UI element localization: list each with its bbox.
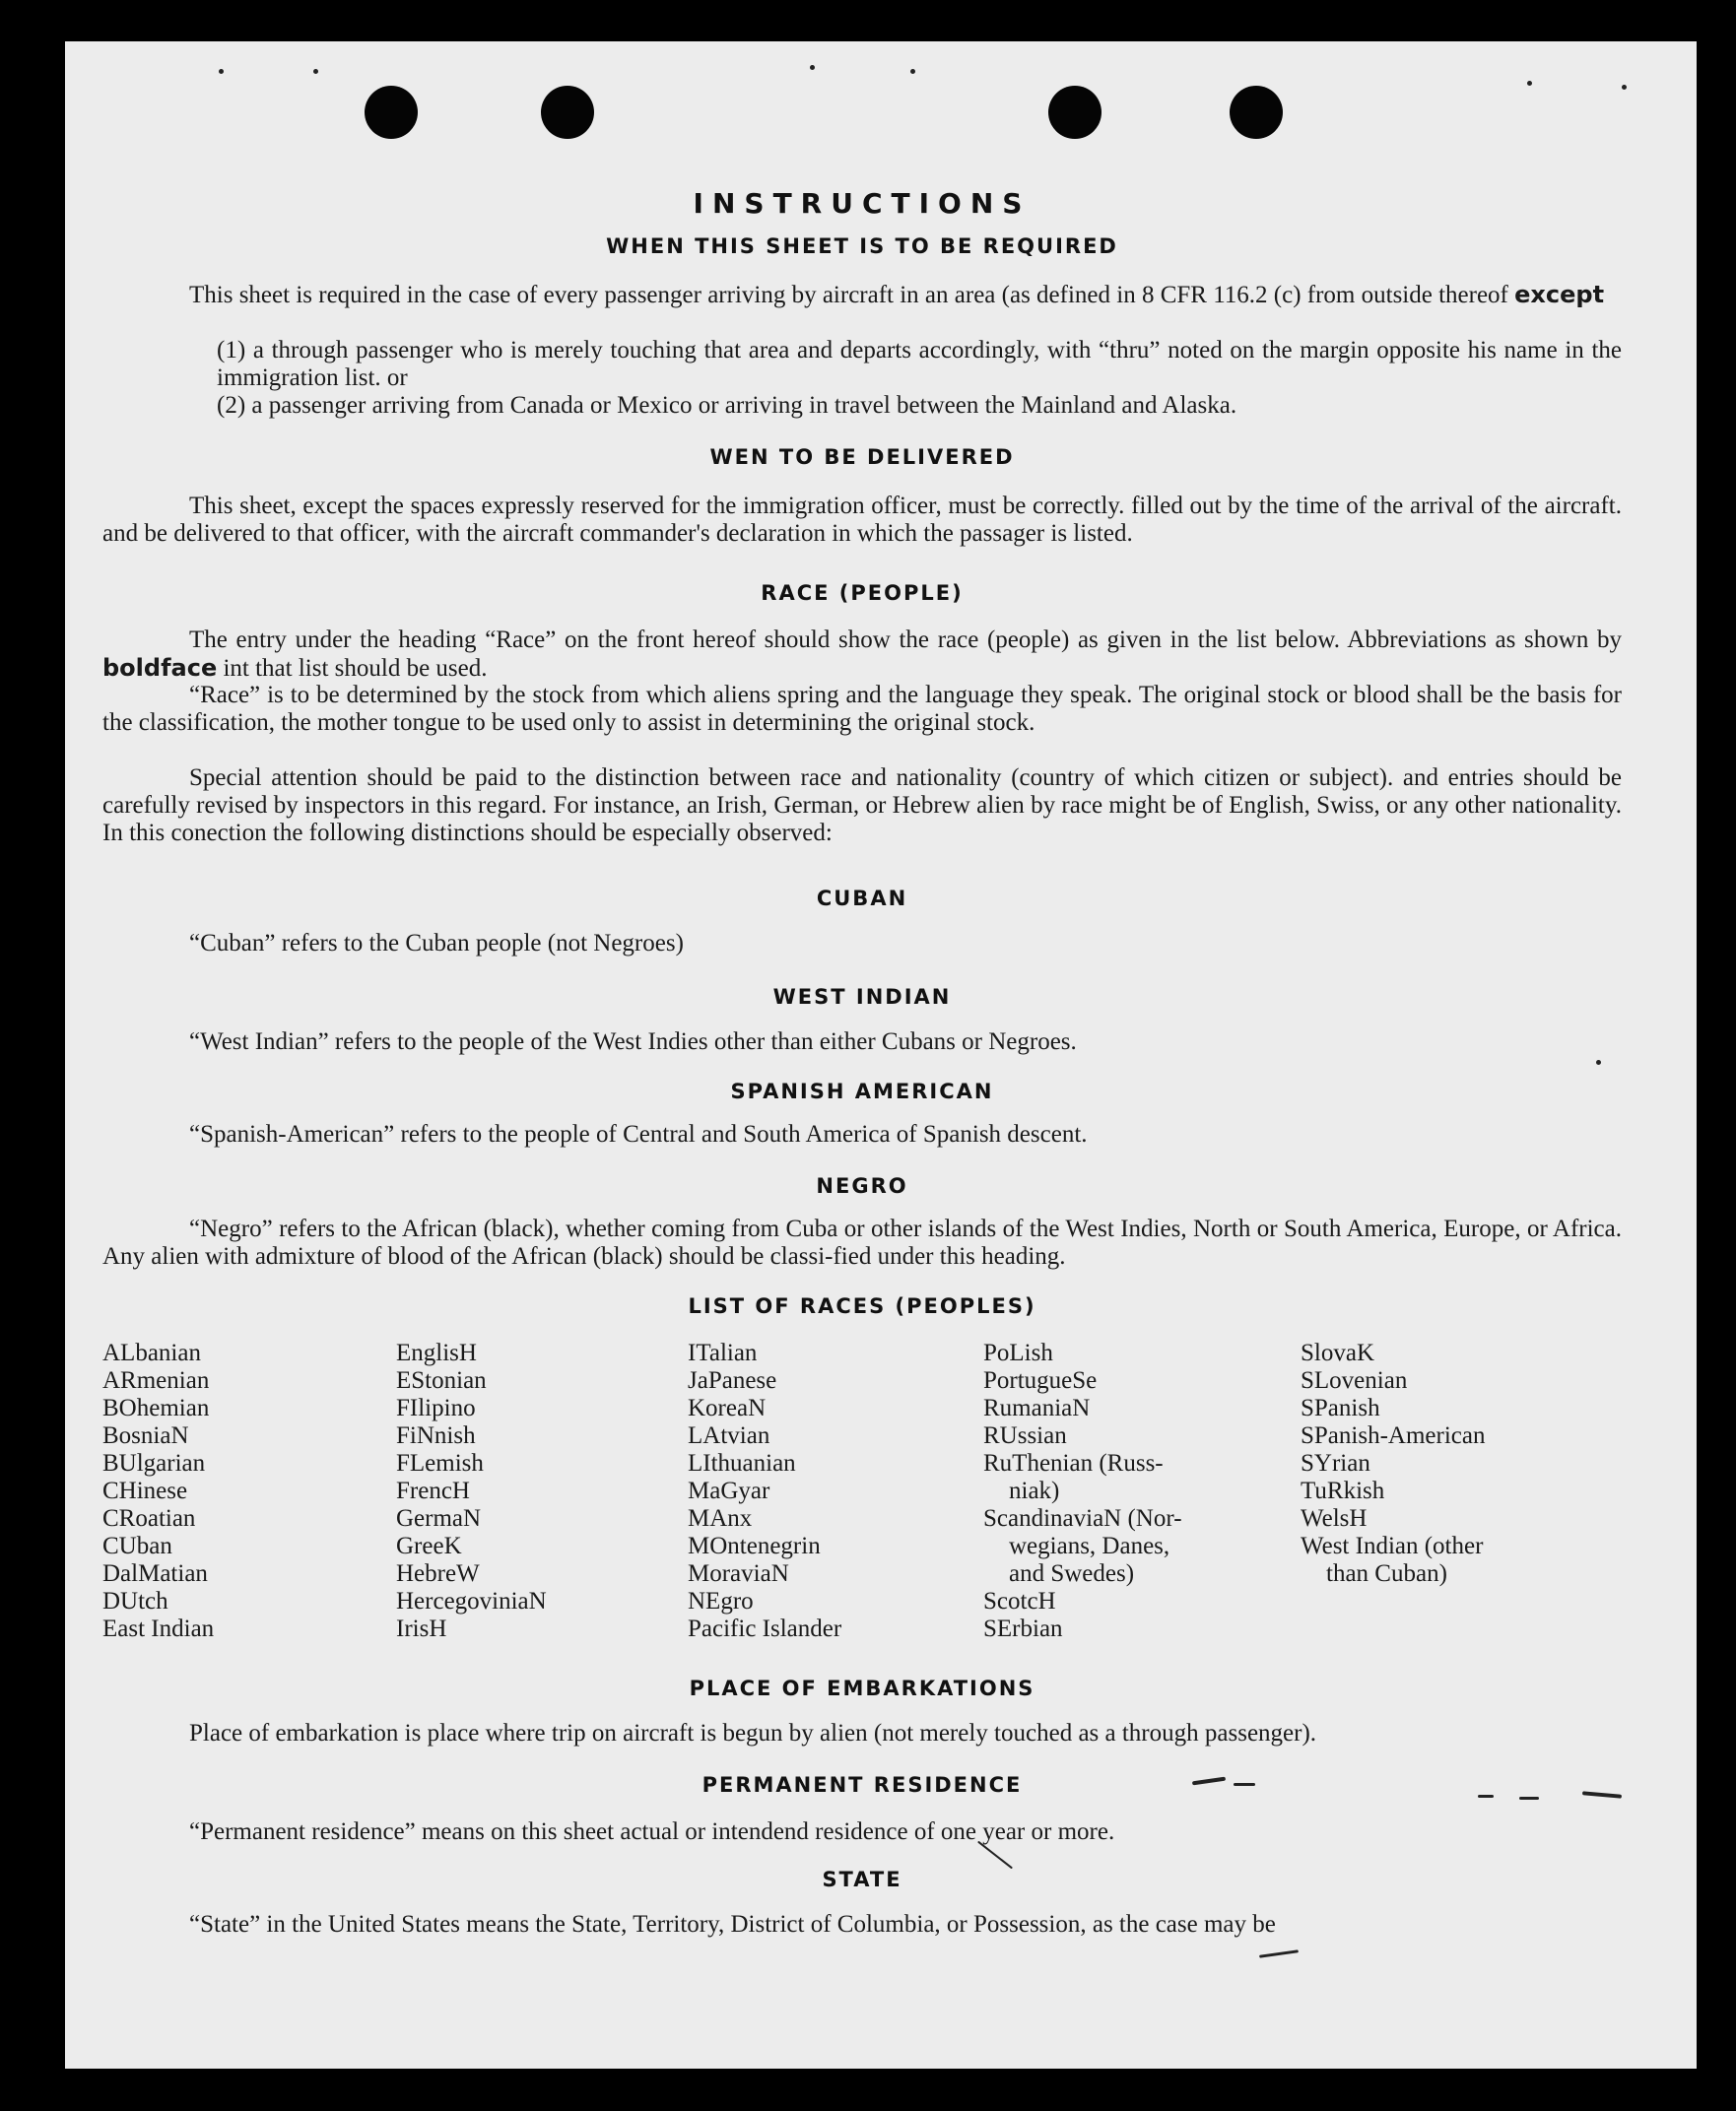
list-item: FiNnish — [396, 1422, 476, 1449]
list-item: LIthuanian — [688, 1450, 796, 1477]
list-item: BOhemian — [102, 1395, 210, 1421]
list-item: TuRkish — [1301, 1478, 1385, 1504]
permanent-residence-body: “Permanent residence” means on this sheet actual or intendend residence of one year or more. — [189, 1818, 1115, 1845]
race-list-column-3 — [688, 1340, 983, 1643]
list-item: RUssian — [983, 1422, 1067, 1449]
list-item: FIlipino — [396, 1395, 476, 1421]
exception-item-1 — [217, 337, 1622, 392]
west-indian-body: “West Indian” refers to the people of the West Indies other than either Cubans or Negroes. — [189, 1028, 1077, 1055]
list-item: Pacific Islander — [688, 1616, 842, 1642]
list-item: EnglisH — [396, 1340, 477, 1366]
exception-item-2 — [217, 392, 1622, 420]
list-item: FLemish — [396, 1450, 484, 1477]
heading-permanent-residence: PERMANENT RESIDENCE — [701, 1773, 1023, 1797]
list-item: East Indian — [102, 1616, 215, 1642]
when-required-intro — [102, 281, 1622, 309]
list-item: BosniaN — [102, 1422, 189, 1449]
embarkation-body: Place of embarkation is place where trip on aircraft is begun by alien (not merely touched as a through passenger). — [189, 1720, 1317, 1747]
race-paragraph-2 — [102, 682, 1622, 737]
list-item: BUlgarian — [102, 1450, 206, 1477]
list-item: HercegoviniaN — [396, 1588, 547, 1615]
heading-cuban: CUBAN — [816, 887, 908, 910]
smudge — [1519, 1797, 1539, 1800]
list-item: niak) — [1009, 1478, 1060, 1504]
list-item: CHinese — [102, 1478, 188, 1504]
heading-list-of-races: LIST OF RACES (PEOPLES) — [688, 1294, 1036, 1318]
punch-hole-1 — [365, 86, 418, 139]
list-item: SlovaK — [1301, 1340, 1374, 1366]
embarkation-text — [102, 1720, 1622, 1748]
race-list-column-5 — [1301, 1340, 1622, 1588]
speck — [313, 69, 318, 74]
heading-spanish-american: SPANISH AMERICAN — [730, 1080, 994, 1103]
punch-hole-3 — [1048, 86, 1102, 139]
list-item: KoreaN — [688, 1395, 767, 1421]
list-item: JaPanese — [688, 1367, 777, 1394]
list-item: WelsH — [1301, 1505, 1368, 1532]
negro-body: “Negro” refers to the African (black), whether coming from Cuba or other islands of the West Indies, North or South America, Europe, or Africa. Any alien with admixture of blood of the African (black) should be classi-fied under this heading. — [102, 1216, 1622, 1270]
when-delivered-body: This sheet, except the spaces expressly reserved for the immigration officer, must be correctly. filled out by the time of the arrival of the aircraft. and be delivered to that officer, with the aircraft commander's declaration in which the passager is listed. — [102, 493, 1622, 547]
race-p1-text-a: The entry under the heading “Race” on the front hereof should show the race (people) as given in the list below. Abbreviations as shown by — [189, 627, 1622, 653]
list-item: and Swedes) — [1009, 1560, 1135, 1587]
race-p1-bold: boldface — [102, 654, 218, 682]
spanish-american-text — [102, 1121, 1622, 1149]
state-text — [102, 1911, 1622, 1939]
list-item: PortugueSe — [983, 1367, 1098, 1394]
list-item: ITalian — [688, 1340, 758, 1366]
exception-item-2-text: a passenger arriving from Canada or Mexico or arriving in travel between the Mainland and Alaska. — [251, 392, 1237, 419]
smudge — [1259, 1949, 1299, 1958]
list-item: RumaniaN — [983, 1395, 1091, 1421]
race-list-column-1 — [102, 1340, 388, 1643]
exception-item-1-number: (1) — [217, 337, 246, 363]
list-item: DUtch — [102, 1588, 168, 1615]
list-item: SErbian — [983, 1616, 1063, 1642]
when-required-intro-text: This sheet is required in the case of every passenger arriving by aircraft in an area (as defined in 8 CFR 116.2 (c) from outside thereof — [189, 282, 1508, 308]
speck — [910, 69, 915, 74]
race-p3-text: Special attention should be paid to the distinction between race and nationality (country of which citizen or subject). and entries should be carefully revised by inspectors in this regard. For instance, an Irish, German, or Hebrew alien by race might be of English, Swiss, or any other nationality. In this conection the following distinctions should be especially observed: — [102, 764, 1622, 846]
list-item: SPanish — [1301, 1395, 1380, 1421]
list-item: ALbanian — [102, 1340, 201, 1366]
list-item: SPanish-American — [1301, 1422, 1486, 1449]
permanent-residence-text — [102, 1818, 1622, 1846]
heading-negro: NEGRO — [816, 1174, 908, 1198]
list-item: ScandinaviaN (Nor- — [983, 1505, 1182, 1532]
exception-item-2-number: (2) — [217, 392, 246, 419]
race-list-column-4 — [983, 1340, 1299, 1643]
list-item: wegians, Danes, — [1009, 1533, 1170, 1559]
list-item: LAtvian — [688, 1422, 770, 1449]
page-title: INSTRUCTIONS — [693, 187, 1032, 220]
spanish-american-body: “Spanish-American” refers to the people of Central and South America of Spanish descent. — [189, 1121, 1088, 1148]
punch-hole-2 — [541, 86, 594, 139]
west-indian-text — [102, 1028, 1622, 1056]
list-item: MAnx — [688, 1505, 753, 1532]
when-required-intro-bold: except — [1514, 281, 1605, 308]
cuban-body: “Cuban” refers to the Cuban people (not Negroes) — [189, 930, 684, 957]
list-item: CRoatian — [102, 1505, 196, 1532]
state-body: “State” in the United States means the State, Territory, District of Columbia, or Possession, as the case may be — [189, 1911, 1276, 1938]
punch-hole-4 — [1230, 86, 1283, 139]
speck — [219, 69, 224, 74]
heading-state: STATE — [822, 1868, 902, 1891]
speck — [810, 65, 815, 70]
negro-text — [102, 1216, 1622, 1271]
list-item: PoLish — [983, 1340, 1053, 1366]
list-item: DalMatian — [102, 1560, 208, 1587]
list-item: ScotcH — [983, 1588, 1056, 1615]
list-item: HebreW — [396, 1560, 480, 1587]
list-item: MoraviaN — [688, 1560, 789, 1587]
list-item: MaGyar — [688, 1478, 770, 1504]
race-paragraph-1 — [102, 627, 1622, 683]
race-p1-text-b: int that list should be used. — [223, 655, 488, 682]
list-item: RuThenian (Russ- — [983, 1450, 1164, 1477]
race-paragraph-3 — [102, 764, 1622, 847]
list-item: IrisH — [396, 1616, 447, 1642]
list-item: CUban — [102, 1533, 172, 1559]
speck — [1596, 1060, 1601, 1065]
list-item: FrencH — [396, 1478, 470, 1504]
speck — [1527, 81, 1532, 86]
list-item: MOntenegrin — [688, 1533, 821, 1559]
list-item: SYrian — [1301, 1450, 1370, 1477]
list-item: West Indian (other — [1301, 1533, 1484, 1559]
cuban-text — [102, 930, 1622, 957]
list-item: than Cuban) — [1326, 1560, 1447, 1587]
heading-race: RACE (PEOPLE) — [761, 581, 964, 605]
list-item: NEgro — [688, 1588, 754, 1615]
heading-when-required: WHEN THIS SHEET IS TO BE REQUIRED — [606, 234, 1118, 258]
list-item: SLovenian — [1301, 1367, 1408, 1394]
document-sheet — [65, 41, 1697, 2069]
speck — [1622, 85, 1627, 90]
heading-when-delivered: WEN TO BE DELIVERED — [709, 445, 1015, 469]
list-item: GreeK — [396, 1533, 462, 1559]
exception-item-1-text: a through passenger who is merely touching that area and departs accordingly, with “thru” noted on the margin opposite his name in the immigration list. or — [217, 337, 1622, 391]
race-list-column-2 — [396, 1340, 692, 1643]
list-item: EStonian — [396, 1367, 487, 1394]
race-p2-text: “Race” is to be determined by the stock from which aliens spring and the language they speak. The original stock or blood shall be the basis for the classification, the mother tongue to be used only to assist in determining the original stock. — [102, 682, 1622, 736]
heading-place-of-embarkation: PLACE OF EMBARKATIONS — [689, 1677, 1035, 1700]
list-item: ARmenian — [102, 1367, 210, 1394]
list-item: GermaN — [396, 1505, 482, 1532]
when-delivered-text — [102, 493, 1622, 548]
heading-west-indian: WEST INDIAN — [772, 985, 952, 1009]
